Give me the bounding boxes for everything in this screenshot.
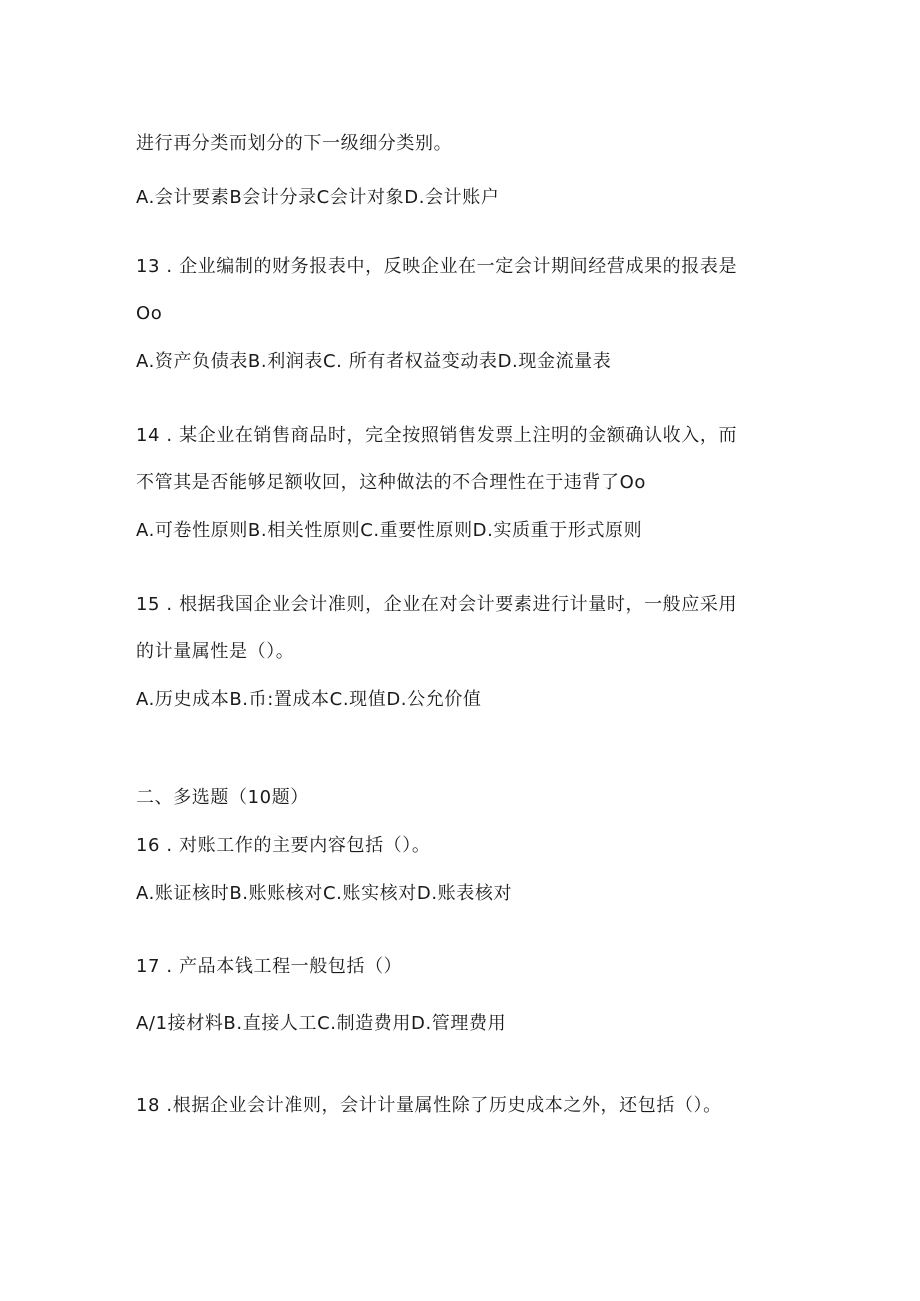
options-q17: A/1接材料B.直接人工C.制造费用D.管理费用: [136, 1013, 507, 1034]
options-q16: A.账证核时B.账账核对C.账实核对D.账表核对: [136, 883, 513, 904]
options-q15: A.历史成本B.币:置成本C.现值D.公允价值: [136, 689, 482, 710]
question-17: 17 . 产品本钱工程一般包括（）: [136, 956, 403, 977]
question-15-tail: 的计量属性是（）。: [136, 641, 295, 662]
section-heading-multi-choice: 二、多选题（10题）: [136, 787, 309, 808]
question-16: 16 . 对账工作的主要内容包括（）。: [136, 835, 431, 856]
options-q13: A.资产负债表B.利润表C. 所有者权益变动表D.现金流量表: [136, 351, 612, 372]
text-line-continuation: 进行再分类而划分的下一级细分类别。: [136, 133, 453, 154]
options-q12: A.会计要素B会计分录C会计对象D.会计账户: [136, 187, 500, 208]
question-13-tail: Oo: [136, 303, 163, 324]
question-14: 14 . 某企业在销售商品时，完全按照销售发票上注明的金额确认收入，而: [136, 425, 738, 446]
question-18: 18 .根据企业会计准则，会计计量属性除了历史成本之外，还包括（）。: [136, 1095, 722, 1116]
options-q14: A.可卷性原则B.相关性原则C.重要性原则D.实质重于形式原则: [136, 520, 643, 541]
question-14-tail: 不管其是否能够足额收回，这种做法的不合理性在于违背了Oo: [136, 472, 646, 493]
question-13: 13 . 企业编制的财务报表中，反映企业在一定会计期间经营成果的报表是: [136, 256, 738, 277]
question-15: 15 . 根据我国企业会计准则，企业在对会计要素进行计量时，一般应采用: [136, 594, 738, 615]
